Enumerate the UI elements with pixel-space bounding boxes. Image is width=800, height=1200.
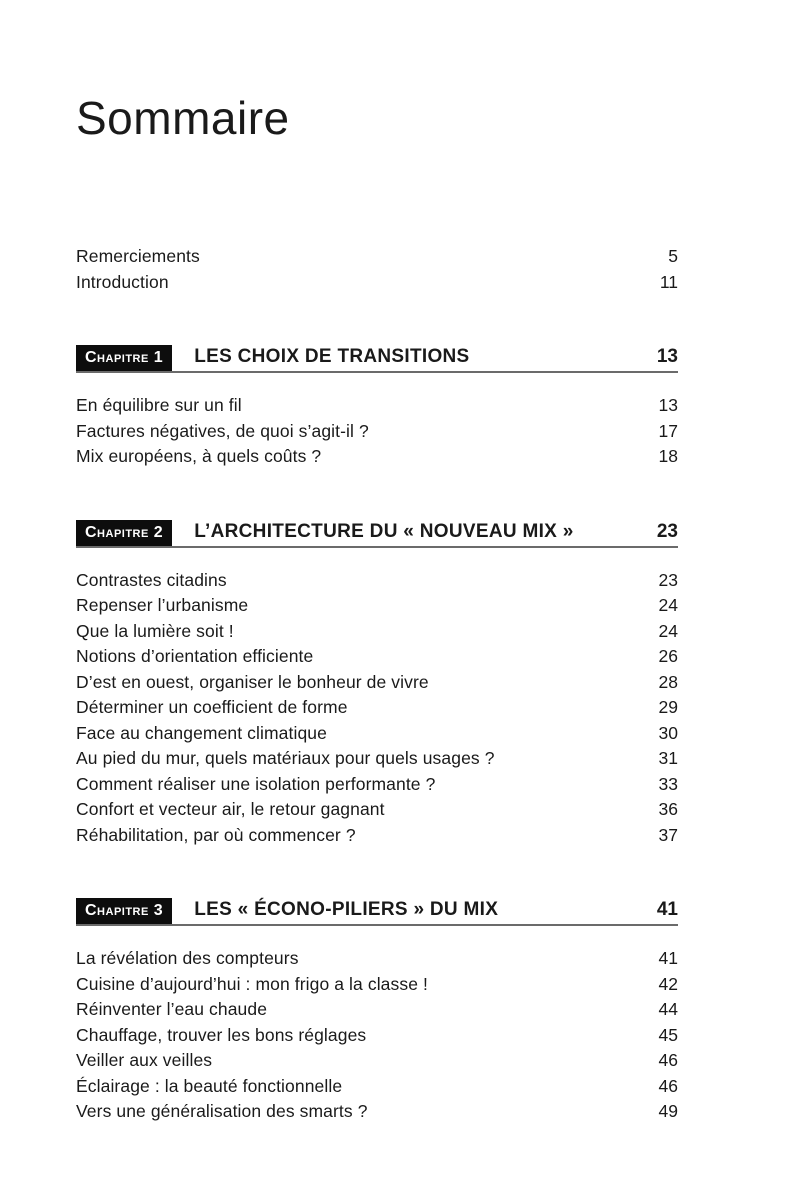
front-matter-entry[interactable] <box>76 270 678 296</box>
toc-entry-page-number: 13 <box>658 395 678 415</box>
chapter-entry[interactable] <box>76 444 678 470</box>
chapter-entry[interactable] <box>76 997 678 1023</box>
toc-entry-page-number: 17 <box>658 420 678 441</box>
chapter-page-number: 41 <box>656 899 678 920</box>
chapter-badge: Chapitre 3 <box>76 898 172 924</box>
front-matter-list <box>76 244 678 295</box>
toc-entry-page-number: 45 <box>658 1024 678 1045</box>
chapter-badge: Chapitre 2 <box>76 520 172 546</box>
chapter-page-number: 13 <box>656 346 678 367</box>
front-matter-entry[interactable] <box>76 244 678 270</box>
chapter-entry[interactable] <box>76 1099 678 1125</box>
toc-entry-label: Introduction <box>76 271 169 292</box>
toc-entry-page-number: 33 <box>658 773 678 794</box>
chapter-list <box>76 345 678 1125</box>
toc-entry-page-number: 37 <box>658 824 678 845</box>
chapter-entry[interactable] <box>76 593 678 619</box>
toc-entry-label: Notions d’orientation efficiente <box>76 646 314 666</box>
chapter-entry[interactable] <box>76 1074 678 1100</box>
chapter-entries <box>76 393 678 470</box>
toc-entry-page-number: 5 <box>668 246 678 266</box>
chapter-entries <box>76 946 678 1125</box>
toc-entry-page-number: 46 <box>658 1050 678 1070</box>
toc-entry-page-number: 29 <box>658 697 678 717</box>
toc-entry-page-number: 31 <box>658 748 678 768</box>
chapter-entry[interactable] <box>76 823 678 849</box>
toc-entry-page-number: 41 <box>658 948 678 968</box>
toc-entry-label: Factures négatives, de quoi s’agit-il ? <box>76 420 369 441</box>
toc-entry-label: Veiller aux veilles <box>76 1050 213 1070</box>
chapter-entry[interactable] <box>76 1048 678 1074</box>
toc-entry-label: En équilibre sur un fil <box>76 395 242 415</box>
chapter-entry[interactable] <box>76 721 678 747</box>
chapter-title: LES CHOIX DE TRANSITIONS <box>194 346 470 367</box>
toc-entry-label: Cuisine d’aujourd’hui : mon frigo a la classe ! <box>76 973 428 994</box>
toc-entry-page-number: 36 <box>658 799 678 819</box>
chapter-entry[interactable] <box>76 644 678 670</box>
toc-entry-label: D’est en ouest, organiser le bonheur de vivre <box>76 671 429 692</box>
chapter-entry[interactable] <box>76 393 678 419</box>
toc-entry-label: Que la lumière soit ! <box>76 620 234 641</box>
toc-entry-label: Contrastes citadins <box>76 569 227 590</box>
chapter-entries <box>76 568 678 849</box>
chapter-entry[interactable] <box>76 670 678 696</box>
chapter-entry[interactable] <box>76 695 678 721</box>
toc-entry-label: Déterminer un coefficient de forme <box>76 697 348 717</box>
toc-entry-page-number: 11 <box>659 271 678 292</box>
chapter-section <box>76 345 678 470</box>
chapter-entry[interactable] <box>76 619 678 645</box>
chapter-entry[interactable] <box>76 972 678 998</box>
toc-entry-label: Éclairage : la beauté fonctionnelle <box>76 1075 343 1096</box>
toc-entry-page-number: 24 <box>658 595 678 615</box>
toc-entry-page-number: 23 <box>658 569 678 590</box>
toc-entry-page-number: 44 <box>658 999 678 1019</box>
toc-entry-page-number: 26 <box>658 646 678 666</box>
page-title: Sommaire <box>76 92 290 144</box>
chapter-entry[interactable] <box>76 746 678 772</box>
chapter-page-number: 23 <box>656 520 678 542</box>
chapter-entry[interactable] <box>76 419 678 445</box>
toc-content <box>76 0 678 1125</box>
chapter-section <box>76 520 678 849</box>
toc-entry-label: Repenser l’urbanisme <box>76 595 249 615</box>
chapter-entry[interactable] <box>76 772 678 798</box>
chapter-heading[interactable] <box>76 520 678 548</box>
toc-entry-page-number: 46 <box>658 1075 678 1096</box>
toc-entry-page-number: 42 <box>658 973 678 994</box>
toc-entry-label: Au pied du mur, quels matériaux pour quels usages ? <box>76 748 495 768</box>
toc-entry-label: Vers une généralisation des smarts ? <box>76 1101 368 1121</box>
toc-entry-label: Face au changement climatique <box>76 722 327 743</box>
toc-entry-label: Mix européens, à quels coûts ? <box>76 446 322 466</box>
chapter-entry[interactable] <box>76 946 678 972</box>
toc-entry-label: La révélation des compteurs <box>76 948 299 968</box>
toc-entry-page-number: 49 <box>658 1101 678 1121</box>
chapter-heading[interactable] <box>76 898 678 926</box>
chapter-section <box>76 898 678 1125</box>
toc-entry-page-number: 18 <box>658 446 678 466</box>
chapter-heading[interactable] <box>76 345 678 373</box>
chapter-entry[interactable] <box>76 1023 678 1049</box>
chapter-title: L’ARCHITECTURE DU « NOUVEAU MIX » <box>194 520 574 542</box>
chapter-badge: Chapitre 1 <box>76 345 172 371</box>
toc-entry-label: Réinventer l’eau chaude <box>76 999 268 1019</box>
chapter-title: LES « ÉCONO-PILIERS » DU MIX <box>194 899 499 920</box>
toc-entry-page-number: 28 <box>658 671 678 692</box>
toc-entry-label: Confort et vecteur air, le retour gagnant <box>76 799 385 819</box>
toc-entry-page-number: 30 <box>658 722 678 743</box>
toc-entry-label: Chauffage, trouver les bons réglages <box>76 1024 367 1045</box>
chapter-entry[interactable] <box>76 797 678 823</box>
toc-entry-label: Remerciements <box>76 246 200 266</box>
toc-entry-label: Comment réaliser une isolation performante ? <box>76 773 436 794</box>
toc-entry-label: Réhabilitation, par où commencer ? <box>76 824 356 845</box>
toc-entry-page-number: 24 <box>658 620 678 641</box>
chapter-entry[interactable] <box>76 568 678 594</box>
